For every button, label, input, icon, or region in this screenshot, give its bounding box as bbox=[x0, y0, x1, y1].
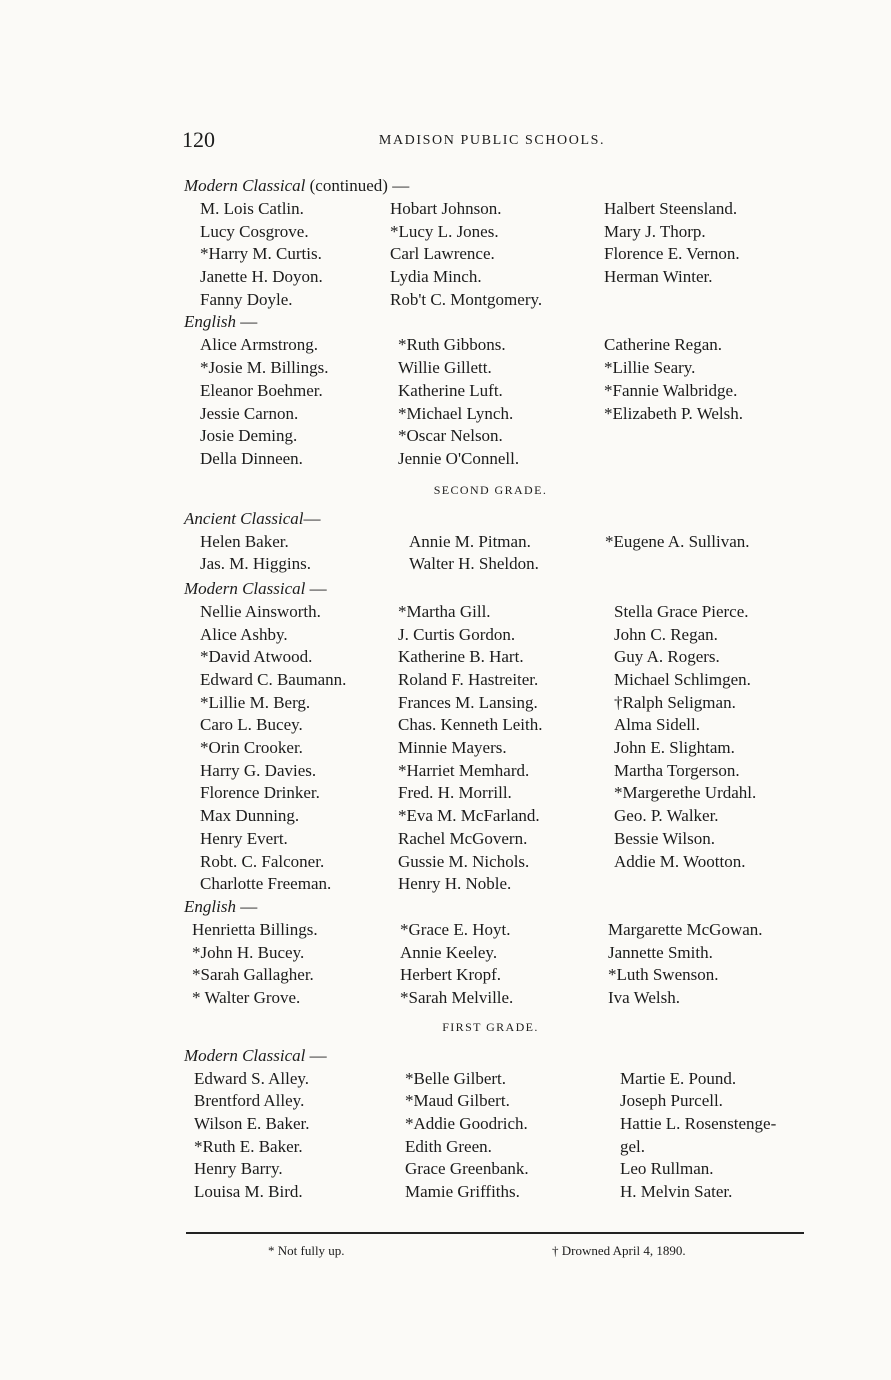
student-name: Edith Green. bbox=[405, 1136, 492, 1156]
roster-row bbox=[0, 1069, 891, 1092]
student-name: Halbert Steensland. bbox=[604, 199, 738, 218]
roster-row bbox=[0, 602, 891, 625]
student-name: *Lillie Seary. bbox=[604, 358, 696, 378]
student-name: Harry G. Davies. bbox=[200, 760, 317, 780]
roster-row bbox=[0, 1137, 891, 1160]
section-heading bbox=[0, 312, 891, 335]
section-title bbox=[184, 579, 327, 599]
roster-row bbox=[0, 449, 891, 472]
roster-row bbox=[0, 426, 891, 449]
student-name: Mary J. Thorp. bbox=[604, 221, 706, 241]
student-name: Herman Winter. bbox=[604, 267, 713, 287]
student-name: *Belle Gilbert. bbox=[405, 1068, 507, 1088]
student-name: Guy A. Rogers. bbox=[614, 647, 720, 667]
student-name: Fanny Doyle. bbox=[200, 289, 293, 309]
student-name: *Elizabeth P. Welsh. bbox=[604, 403, 744, 423]
roster-row bbox=[0, 965, 891, 988]
roster-row bbox=[0, 1091, 891, 1114]
student-name: Edward S. Alley. bbox=[194, 1068, 310, 1088]
student-name: Hobart Johnson. bbox=[390, 199, 502, 218]
student-name: *Fannie Walbridge. bbox=[604, 380, 738, 400]
roster-row bbox=[0, 532, 891, 555]
student-name: Helen Baker. bbox=[200, 531, 289, 551]
student-name: *Maud Gilbert. bbox=[405, 1091, 510, 1111]
roster-row bbox=[0, 738, 891, 761]
section-title-suffix: — bbox=[303, 508, 321, 528]
roster-row bbox=[0, 335, 891, 358]
student-name: Jas. M. Higgins. bbox=[200, 554, 311, 574]
roster-row bbox=[0, 783, 891, 806]
student-name: Gussie M. Nichols. bbox=[398, 851, 530, 871]
student-name: †Ralph Seligman. bbox=[614, 692, 736, 712]
student-name: Bessie Wilson. bbox=[614, 828, 716, 848]
student-name: *Michael Lynch. bbox=[398, 403, 514, 423]
student-name: *Lucy L. Jones. bbox=[390, 221, 499, 241]
roster-row bbox=[0, 715, 891, 738]
section-title bbox=[184, 897, 257, 917]
page-header bbox=[182, 127, 802, 153]
student-name: *Harriet Memhard. bbox=[398, 760, 530, 780]
student-name: Walter H. Sheldon. bbox=[409, 554, 539, 574]
roster-row bbox=[0, 670, 891, 693]
student-name: Josie Deming. bbox=[200, 426, 298, 446]
student-name: Nellie Ainsworth. bbox=[200, 601, 321, 621]
student-name: Louisa M. Bird. bbox=[194, 1182, 303, 1202]
student-name: Rachel McGovern. bbox=[398, 828, 528, 848]
student-name: Martie E. Pound. bbox=[620, 1068, 737, 1088]
student-name: Max Dunning. bbox=[200, 806, 300, 826]
roster-row bbox=[0, 874, 891, 897]
roster-row bbox=[0, 852, 891, 875]
student-name: Margarette McGowan. bbox=[608, 919, 763, 939]
section-title-label: Modern Classical bbox=[184, 578, 306, 598]
student-name: Geo. P. Walker. bbox=[614, 806, 719, 826]
section-title-suffix: (continued) — bbox=[305, 176, 410, 195]
student-name: *Grace E. Hoyt. bbox=[400, 919, 511, 939]
section-title bbox=[184, 312, 257, 332]
student-name: *Orin Crooker. bbox=[200, 738, 303, 758]
student-name: M. Lois Catlin. bbox=[200, 199, 304, 218]
roster-row bbox=[0, 267, 891, 290]
student-name: *Lillie M. Berg. bbox=[200, 692, 311, 712]
student-name: Stella Grace Pierce. bbox=[614, 601, 749, 621]
page-number: 120 bbox=[182, 127, 215, 152]
student-name: gel. bbox=[620, 1136, 646, 1156]
footnote-drowned: † Drowned April 4, 1890. bbox=[552, 1243, 686, 1258]
student-name: *Sarah Melville. bbox=[400, 987, 514, 1007]
student-name: *John H. Bucey. bbox=[192, 942, 305, 962]
roster-row bbox=[0, 554, 891, 577]
section-title-label: Modern Classical bbox=[184, 1045, 306, 1065]
student-name: *Margerethe Urdahl. bbox=[614, 783, 757, 803]
student-roster bbox=[0, 176, 891, 1205]
roster-row bbox=[0, 806, 891, 829]
student-name: Rob't C. Montgomery. bbox=[390, 289, 543, 309]
student-name: Chas. Kenneth Leith. bbox=[398, 715, 543, 735]
student-name: Fred. H. Morrill. bbox=[398, 783, 512, 803]
running-title: MADISON PUBLIC SCHOOLS. bbox=[378, 133, 606, 148]
footnote-rule bbox=[186, 1232, 804, 1234]
student-name: Eleanor Boehmer. bbox=[200, 380, 323, 400]
student-name: *Luth Swenson. bbox=[608, 965, 719, 985]
section-heading bbox=[0, 897, 891, 920]
section-title-label: Ancient Classical bbox=[184, 508, 304, 528]
roster-row bbox=[0, 761, 891, 784]
spacer bbox=[0, 1011, 891, 1019]
student-name: *Sarah Gallagher. bbox=[192, 965, 314, 985]
student-name: Caro L. Bucey. bbox=[200, 715, 303, 735]
student-name: Carl Lawrence. bbox=[390, 244, 495, 264]
student-name: Edward C. Baumann. bbox=[200, 670, 347, 689]
student-name: Addie M. Wootton. bbox=[614, 851, 746, 871]
roster-row bbox=[0, 222, 891, 245]
student-name: *Addie Goodrich. bbox=[405, 1114, 528, 1133]
student-name: Florence Drinker. bbox=[200, 783, 320, 803]
student-name: Katherine Luft. bbox=[398, 380, 503, 400]
section-title-suffix: — bbox=[305, 1045, 327, 1065]
section-title-suffix: — bbox=[305, 578, 327, 598]
student-name: *Josie M. Billings. bbox=[200, 358, 329, 378]
section-heading bbox=[0, 579, 891, 602]
section-title bbox=[184, 176, 409, 196]
student-name: John E. Slightam. bbox=[614, 738, 735, 758]
student-name: Willie Gillett. bbox=[398, 358, 492, 378]
student-name: Annie M. Pitman. bbox=[409, 531, 531, 551]
student-name: J. Curtis Gordon. bbox=[398, 624, 516, 644]
roster-row bbox=[0, 244, 891, 267]
roster-row bbox=[0, 404, 891, 427]
student-name: *Martha Gill. bbox=[398, 601, 491, 621]
student-name: Michael Schlimgen. bbox=[614, 670, 751, 689]
student-name: John C. Regan. bbox=[614, 624, 718, 644]
roster-row bbox=[0, 381, 891, 404]
student-name: Mamie Griffiths. bbox=[405, 1182, 520, 1202]
student-name: Della Dinneen. bbox=[200, 448, 303, 468]
section-title-label: English bbox=[184, 896, 236, 916]
roster-row bbox=[0, 1114, 891, 1137]
student-name: Hattie L. Rosenstenge- bbox=[620, 1114, 777, 1133]
student-name: Robt. C. Falconer. bbox=[200, 851, 325, 871]
roster-row bbox=[0, 199, 891, 222]
student-name: Alice Armstrong. bbox=[200, 335, 319, 355]
student-name: *Harry M. Curtis. bbox=[200, 244, 322, 264]
student-name: Jannette Smith. bbox=[608, 942, 713, 962]
grade-heading: FIRST GRADE. bbox=[442, 1019, 539, 1034]
section-title-suffix: — bbox=[235, 312, 258, 332]
student-name: Wilson E. Baker. bbox=[194, 1114, 310, 1133]
student-name: Iva Welsh. bbox=[608, 987, 680, 1007]
section-heading bbox=[0, 176, 891, 199]
student-name: * Walter Grove. bbox=[192, 987, 301, 1007]
roster-row bbox=[0, 920, 891, 943]
student-name: Jennie O'Connell. bbox=[398, 448, 520, 468]
roster-row bbox=[0, 988, 891, 1011]
student-name: *Eugene A. Sullivan. bbox=[605, 531, 750, 551]
student-name: Henrietta Billings. bbox=[192, 919, 318, 939]
student-name: Minnie Mayers. bbox=[398, 738, 507, 758]
section-title-suffix: — bbox=[235, 896, 258, 916]
student-name: Martha Torgerson. bbox=[614, 760, 740, 780]
grade-heading: SECOND GRADE. bbox=[433, 482, 548, 497]
student-name: Florence E. Vernon. bbox=[604, 244, 740, 264]
roster-row bbox=[0, 358, 891, 381]
student-name: Annie Keeley. bbox=[400, 942, 498, 962]
section-title bbox=[184, 1046, 327, 1066]
student-name: Janette H. Doyon. bbox=[200, 267, 323, 287]
student-name: Alma Sidell. bbox=[614, 715, 700, 735]
student-name: Jessie Carnon. bbox=[200, 403, 299, 423]
student-name: Grace Greenbank. bbox=[405, 1159, 529, 1179]
footnote-not-fully-up: * Not fully up. bbox=[268, 1243, 345, 1258]
student-name: *Eva M. McFarland. bbox=[398, 806, 540, 826]
student-name: Lucy Cosgrove. bbox=[200, 221, 309, 241]
student-name: Henry H. Noble. bbox=[398, 874, 512, 894]
spacer bbox=[0, 472, 891, 482]
student-name: Roland F. Hastreiter. bbox=[398, 670, 539, 689]
student-name: Catherine Regan. bbox=[604, 335, 723, 355]
student-name: Joseph Purcell. bbox=[620, 1091, 723, 1111]
roster-row bbox=[0, 647, 891, 670]
roster-row bbox=[0, 290, 891, 313]
student-name: Leo Rullman. bbox=[620, 1159, 714, 1179]
roster-row bbox=[0, 829, 891, 852]
student-name: Lydia Minch. bbox=[390, 267, 482, 287]
student-name: Brentford Alley. bbox=[194, 1091, 305, 1111]
roster-row bbox=[0, 625, 891, 648]
student-name: Charlotte Freeman. bbox=[200, 874, 332, 894]
student-name: Henry Evert. bbox=[200, 828, 288, 848]
student-name: Henry Barry. bbox=[194, 1159, 283, 1179]
section-title-label: Modern Classical bbox=[184, 176, 306, 195]
student-name: Alice Ashby. bbox=[200, 624, 288, 644]
section-heading bbox=[0, 509, 891, 532]
student-name: Frances M. Lansing. bbox=[398, 692, 538, 712]
section-heading bbox=[0, 1046, 891, 1069]
student-name: Katherine B. Hart. bbox=[398, 647, 524, 667]
roster-row bbox=[0, 1159, 891, 1182]
student-name: *Oscar Nelson. bbox=[398, 426, 503, 446]
roster-row bbox=[0, 693, 891, 716]
roster-row bbox=[0, 943, 891, 966]
student-name: *Ruth E. Baker. bbox=[194, 1136, 303, 1156]
student-name: *Ruth Gibbons. bbox=[398, 335, 506, 355]
student-name: H. Melvin Sater. bbox=[620, 1182, 733, 1202]
student-name: *David Atwood. bbox=[200, 647, 313, 667]
student-name: Herbert Kropf. bbox=[400, 965, 502, 985]
roster-row bbox=[0, 1182, 891, 1205]
section-title-label: English bbox=[184, 312, 236, 332]
section-title bbox=[184, 509, 320, 529]
